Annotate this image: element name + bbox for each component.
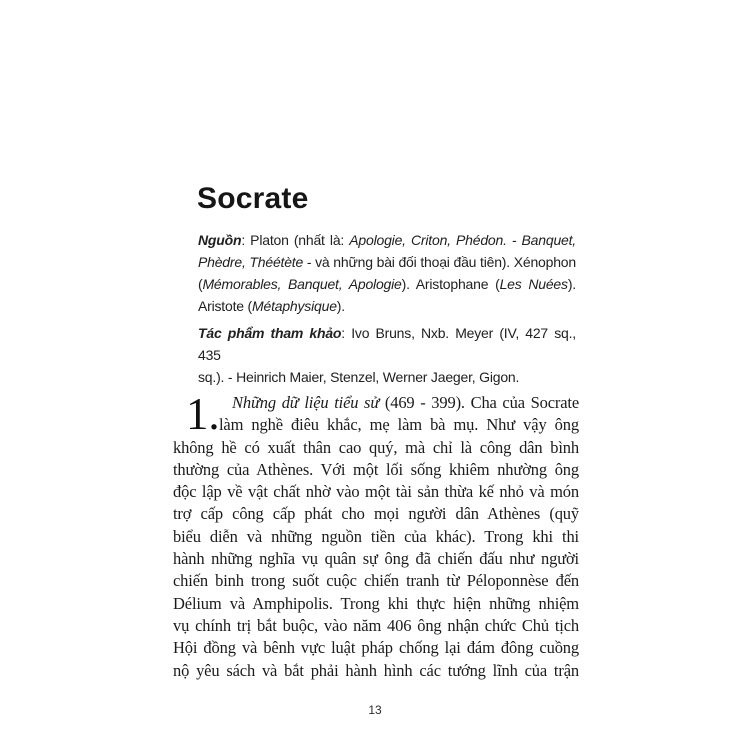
text-segment: biểu diễn và những nguồn tiền của khác). Trong khi thi: [173, 526, 579, 546]
references-paragraph: [198, 322, 576, 388]
text-segment: không hề có xuất thân cao quý, mà chỉ là công dân bình: [173, 437, 579, 457]
text-line: [173, 637, 579, 659]
text-segment: Les Nuées: [499, 276, 568, 292]
text-segment: - và những bài đối thoại đầu tiên). Xénophon: [303, 254, 576, 270]
text-line: [173, 593, 579, 615]
text-segment: chiến binh trong suốt cuộc chiến tranh từ Péloponnèse đến: [173, 571, 579, 591]
text-segment: hành những nghĩa vụ quân sự ông đã chiến đấu như người: [173, 549, 579, 569]
drop-cap: 1.: [186, 389, 220, 439]
text-segment: trợ cấp công cấp phát cho mọi người dân Athènes (quỹ: [173, 504, 579, 524]
text-line: [173, 660, 579, 682]
text-line: [198, 295, 576, 317]
text-segment: ).: [336, 298, 345, 314]
text-line: [198, 251, 576, 273]
page-title: Socrate: [197, 182, 309, 215]
text-line: [198, 229, 576, 251]
text-segment: Hội đồng và bênh vực luật pháp chống lại đám đông cuồng: [173, 638, 579, 658]
text-segment: nộ yêu sách và bắt phải hành hình các tướng lĩnh của trận: [173, 660, 579, 680]
text-segment: Apologie, Criton, Phédon. - Banquet,: [349, 232, 576, 248]
text-segment: Mémorables, Banquet, Apologie: [202, 276, 402, 292]
text-line: [173, 481, 579, 503]
text-line: [173, 459, 579, 481]
page-number: 13: [368, 703, 382, 717]
text-line: [173, 570, 579, 592]
text-segment: Tác phẩm tham khảo: [198, 325, 342, 341]
sources-paragraph: [198, 229, 576, 317]
body-paragraph: [173, 389, 579, 682]
text-segment: ).: [567, 276, 576, 292]
text-segment: : Platon (nhất là:: [241, 232, 350, 248]
text-segment: Những dữ liệu tiểu sử: [232, 393, 380, 412]
text-segment: thường của Athènes. Với một lối sống khiêm nhường ông: [173, 459, 579, 479]
text-segment: độc lập về vật chất nhờ vào một tài sản thừa kế nhỏ và món: [173, 482, 579, 502]
text-line: [173, 437, 579, 459]
text-segment: : Ivo Bruns, Nxb. Meyer (IV, 427 sq., 435: [198, 325, 576, 363]
text-line: [198, 322, 576, 366]
text-line: [173, 392, 579, 414]
text-segment: Délium và Amphipolis. Trong khi thực hiện những nhiệm: [173, 593, 579, 613]
text-line: [173, 503, 579, 525]
text-segment: Nguồn: [198, 232, 242, 248]
text-line: [198, 273, 576, 295]
text-segment: sq.). - Heinrich Maier, Stenzel, Werner Jaeger, Gigon.: [198, 369, 520, 385]
text-line: [173, 548, 579, 570]
text-segment: ). Aristophane (: [401, 276, 500, 292]
text-segment: Métaphysique: [252, 298, 337, 314]
text-segment: Aristote (: [198, 298, 253, 314]
text-line: [173, 615, 579, 637]
text-line: [198, 366, 576, 388]
text-segment: vụ chính trị bắt buộc, vào năm 406 ông nhận chức Chủ tịch: [173, 615, 579, 635]
text-segment: Phèdre, Théétète: [198, 254, 304, 270]
text-segment: (: [198, 276, 203, 292]
text-segment: làm nghề điêu khắc, mẹ làm bà mụ. Như vậy ông: [219, 415, 579, 435]
text-segment: (469 - 399). Cha của Socrate: [379, 393, 579, 412]
text-line: [173, 414, 579, 436]
text-line: [173, 526, 579, 548]
body-lines: [173, 389, 579, 682]
